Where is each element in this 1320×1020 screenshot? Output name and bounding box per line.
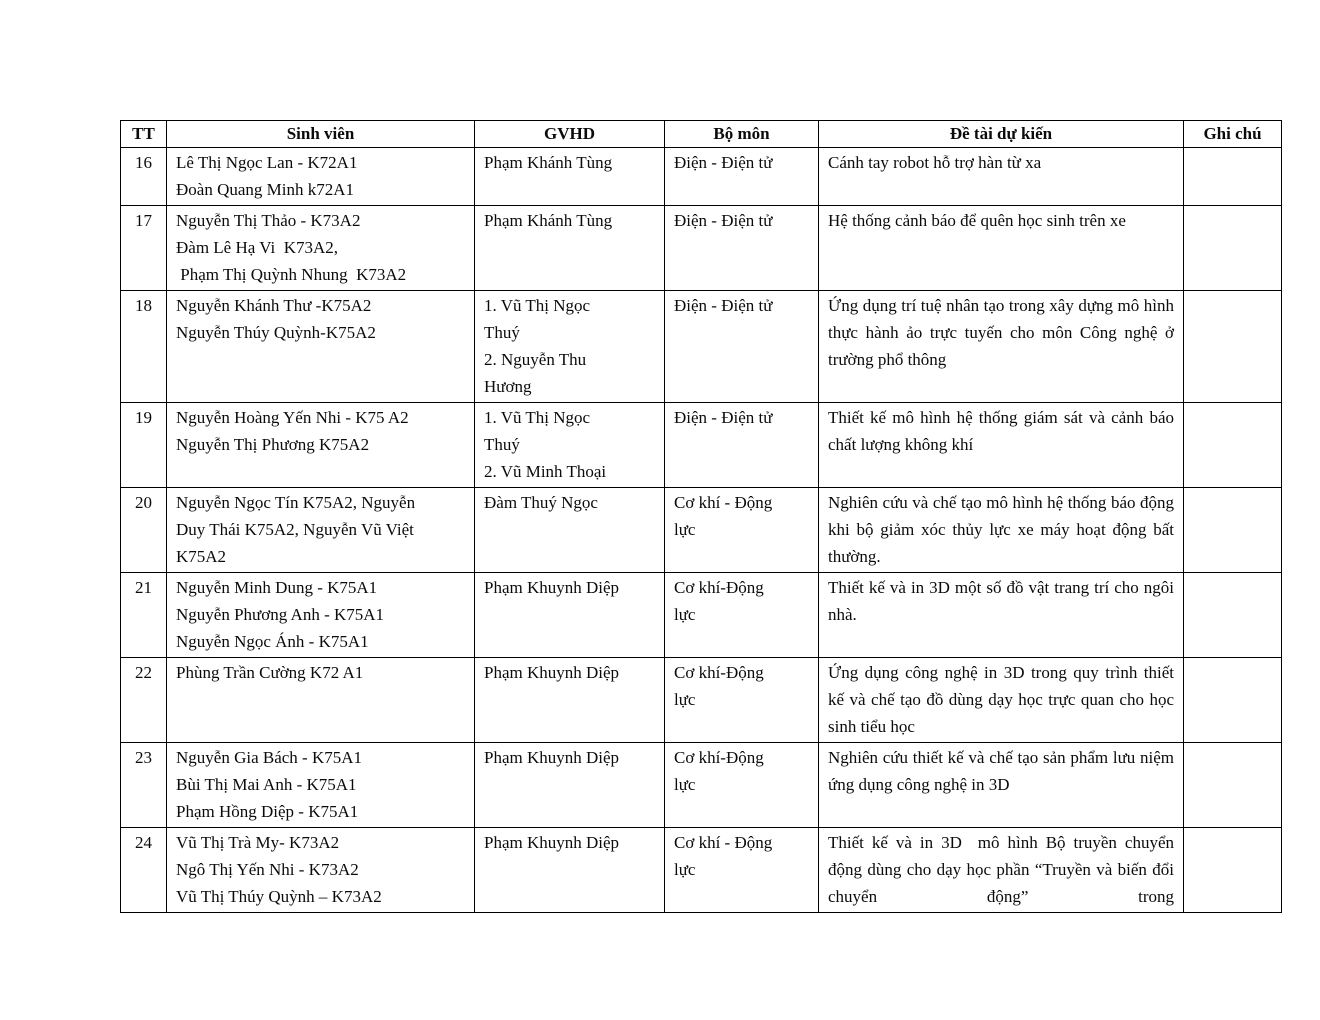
text-line: Điện - Điện tử bbox=[674, 153, 773, 172]
cell-advisor bbox=[475, 743, 665, 828]
header-cell-bo-mon: Bộ môn bbox=[665, 121, 819, 148]
text-line: Vũ Thị Trà My- K73A2 bbox=[176, 833, 340, 852]
text-line: Điện - Điện tử bbox=[674, 211, 773, 230]
text-line: Phạm Khuynh Diệp bbox=[484, 833, 620, 852]
header-cell-gvhd: GVHD bbox=[475, 121, 665, 148]
text-line: lực bbox=[674, 605, 696, 624]
cell-students bbox=[167, 403, 475, 488]
cell-topic: Cánh tay robot hỗ trợ hàn từ xa bbox=[819, 148, 1184, 206]
cell-students bbox=[167, 573, 475, 658]
cell-notes bbox=[1184, 403, 1282, 488]
text-line: Phạm Khuynh Diệp bbox=[484, 748, 620, 767]
cell-notes bbox=[1184, 828, 1282, 913]
cell-notes bbox=[1184, 291, 1282, 403]
cell-notes bbox=[1184, 573, 1282, 658]
text-line: Cơ khí - Động bbox=[674, 833, 773, 852]
text-line: Phạm Khánh Tùng bbox=[484, 153, 613, 172]
text-line: Cơ khí-Động bbox=[674, 663, 764, 682]
table-body bbox=[121, 148, 1282, 913]
text-line: Điện - Điện tử bbox=[674, 408, 773, 427]
cell-advisor bbox=[475, 828, 665, 913]
cell-notes bbox=[1184, 488, 1282, 573]
cell-row-number: 21 bbox=[121, 573, 167, 658]
text-line: Đoàn Quang Minh k72A1 bbox=[176, 180, 355, 199]
table-row bbox=[121, 148, 1282, 206]
cell-topic: Ứng dụng trí tuệ nhân tạo trong xây dựng mô hình thực hành ảo trực tuyến cho môn Công nghệ ở trường phổ thông bbox=[819, 291, 1184, 403]
text-line: Nguyễn Phương Anh - K75A1 bbox=[176, 605, 385, 624]
cell-students bbox=[167, 488, 475, 573]
text-line: lực bbox=[674, 860, 696, 879]
assignment-table bbox=[120, 120, 1282, 913]
text-line: Thuý bbox=[484, 435, 520, 454]
text-line: Phạm Khánh Tùng bbox=[484, 211, 613, 230]
text-line: Nguyễn Khánh Thư -K75A2 bbox=[176, 296, 372, 315]
text-line: Lê Thị Ngọc Lan - K72A1 bbox=[176, 153, 358, 172]
cell-advisor bbox=[475, 206, 665, 291]
cell-department bbox=[665, 206, 819, 291]
cell-row-number: 20 bbox=[121, 488, 167, 573]
table-row bbox=[121, 828, 1282, 913]
cell-row-number: 24 bbox=[121, 828, 167, 913]
text-line: lực bbox=[674, 520, 696, 539]
cell-row-number: 18 bbox=[121, 291, 167, 403]
header-cell-de-tai: Đề tài dự kiến bbox=[819, 121, 1184, 148]
text-line: 2. Vũ Minh Thoại bbox=[484, 462, 607, 481]
cell-topic: Thiết kế mô hình hệ thống giám sát và cảnh báo chất lượng không khí bbox=[819, 403, 1184, 488]
text-line: Đàm Thuý Ngọc bbox=[484, 493, 598, 512]
cell-row-number: 16 bbox=[121, 148, 167, 206]
text-line: Nguyễn Ngọc Ánh - K75A1 bbox=[176, 632, 369, 651]
cell-department bbox=[665, 291, 819, 403]
cell-topic: Nghiên cứu thiết kế và chế tạo sản phẩm lưu niệm ứng dụng công nghệ in 3D bbox=[819, 743, 1184, 828]
cell-advisor bbox=[475, 403, 665, 488]
text-line: Ngô Thị Yến Nhi - K73A2 bbox=[176, 860, 359, 879]
text-line: Vũ Thị Thúy Quỳnh – K73A2 bbox=[176, 887, 382, 906]
cell-topic: Thiết kế và in 3D một số đồ vật trang trí cho ngôi nhà. bbox=[819, 573, 1184, 658]
table-row bbox=[121, 403, 1282, 488]
cell-row-number: 19 bbox=[121, 403, 167, 488]
cell-advisor bbox=[475, 291, 665, 403]
text-line: Cơ khí - Động bbox=[674, 493, 773, 512]
text-line: Điện - Điện tử bbox=[674, 296, 773, 315]
cell-notes bbox=[1184, 658, 1282, 743]
cell-advisor bbox=[475, 658, 665, 743]
text-line: 1. Vũ Thị Ngọc bbox=[484, 408, 591, 427]
cell-topic: Thiết kế và in 3D mô hình Bộ truyền chuyển động dùng cho dạy học phần “Truyền và biến đổi chuyển động” trong bbox=[819, 828, 1184, 913]
text-line: Cơ khí-Động bbox=[674, 748, 764, 767]
text-line: Bùi Thị Mai Anh - K75A1 bbox=[176, 775, 357, 794]
cell-students bbox=[167, 658, 475, 743]
cell-department bbox=[665, 403, 819, 488]
text-line: K75A2 bbox=[176, 547, 227, 566]
cell-students bbox=[167, 291, 475, 403]
cell-advisor bbox=[475, 573, 665, 658]
cell-topic: Ứng dụng công nghệ in 3D trong quy trình thiết kế và chế tạo đồ dùng dạy học trực quan cho học sinh tiểu học bbox=[819, 658, 1184, 743]
text-line: Phạm Hồng Diệp - K75A1 bbox=[176, 802, 359, 821]
header-cell-tt: TT bbox=[121, 121, 167, 148]
table-row bbox=[121, 488, 1282, 573]
table-header-row bbox=[121, 121, 1282, 148]
text-line: Cơ khí-Động bbox=[674, 578, 764, 597]
table-row bbox=[121, 291, 1282, 403]
cell-advisor bbox=[475, 148, 665, 206]
cell-department bbox=[665, 743, 819, 828]
text-line: Nguyễn Thị Phương K75A2 bbox=[176, 435, 370, 454]
cell-row-number: 23 bbox=[121, 743, 167, 828]
text-line: Thuý bbox=[484, 323, 520, 342]
cell-department bbox=[665, 828, 819, 913]
text-line: Nguyễn Thị Thảo - K73A2 bbox=[176, 211, 361, 230]
header-cell-sinh-vien: Sinh viên bbox=[167, 121, 475, 148]
text-line: Đàm Lê Hạ Vi K73A2, bbox=[176, 238, 339, 257]
table-row bbox=[121, 573, 1282, 658]
cell-students bbox=[167, 206, 475, 291]
cell-advisor bbox=[475, 488, 665, 573]
cell-notes bbox=[1184, 148, 1282, 206]
text-line: Phạm Khuynh Diệp bbox=[484, 578, 620, 597]
table-row bbox=[121, 743, 1282, 828]
cell-department bbox=[665, 573, 819, 658]
cell-row-number: 22 bbox=[121, 658, 167, 743]
text-line: Nguyễn Minh Dung - K75A1 bbox=[176, 578, 378, 597]
cell-row-number: 17 bbox=[121, 206, 167, 291]
cell-students bbox=[167, 148, 475, 206]
cell-department bbox=[665, 658, 819, 743]
cell-students bbox=[167, 743, 475, 828]
cell-notes bbox=[1184, 743, 1282, 828]
text-line: Nguyễn Thúy Quỳnh-K75A2 bbox=[176, 323, 376, 342]
text-line: Phạm Khuynh Diệp bbox=[484, 663, 620, 682]
text-line: lực bbox=[674, 775, 696, 794]
cell-department bbox=[665, 148, 819, 206]
cell-notes bbox=[1184, 206, 1282, 291]
text-line: Phạm Thị Quỳnh Nhung K73A2 bbox=[176, 265, 407, 284]
table-row bbox=[121, 658, 1282, 743]
text-line: Phùng Trần Cường K72 A1 bbox=[176, 663, 364, 682]
text-line: 1. Vũ Thị Ngọc bbox=[484, 296, 591, 315]
text-line: Nguyễn Ngọc Tín K75A2, Nguyễn bbox=[176, 493, 416, 512]
text-line: Duy Thái K75A2, Nguyễn Vũ Việt bbox=[176, 520, 414, 539]
text-line: Hương bbox=[484, 377, 532, 396]
text-line: 2. Nguyễn Thu bbox=[484, 350, 587, 369]
header-cell-ghi-chu: Ghi chú bbox=[1184, 121, 1282, 148]
cell-topic: Nghiên cứu và chế tạo mô hình hệ thống báo động khi bộ giảm xóc thủy lực xe máy hoạt động bất thường. bbox=[819, 488, 1184, 573]
text-line: Nguyễn Hoàng Yến Nhi - K75 A2 bbox=[176, 408, 409, 427]
table-row bbox=[121, 206, 1282, 291]
text-line: Nguyễn Gia Bách - K75A1 bbox=[176, 748, 363, 767]
cell-students bbox=[167, 828, 475, 913]
text-line: lực bbox=[674, 690, 696, 709]
cell-department bbox=[665, 488, 819, 573]
cell-topic: Hệ thống cảnh báo để quên học sinh trên xe bbox=[819, 206, 1184, 291]
